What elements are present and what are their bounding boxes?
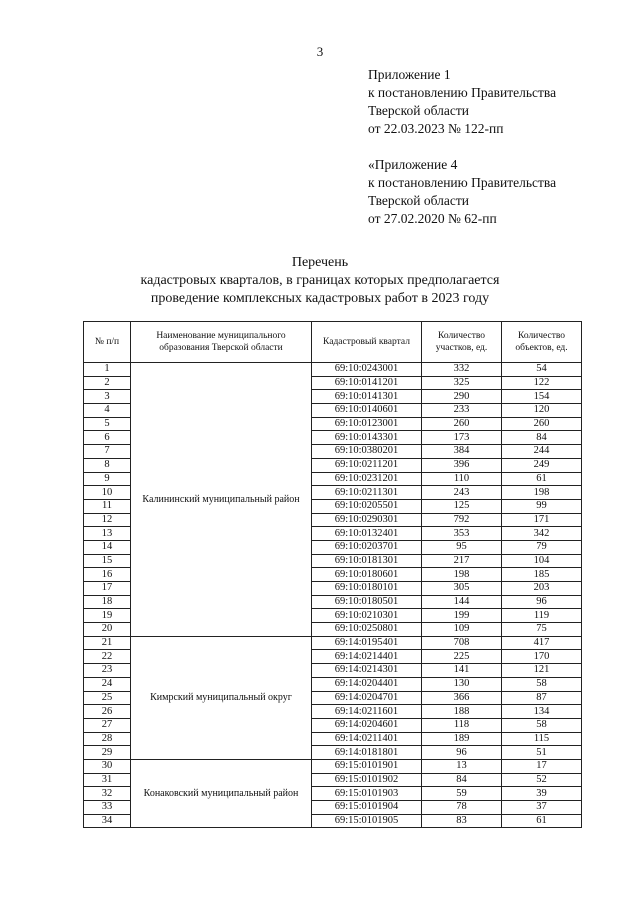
- objects-count: 122: [502, 376, 582, 390]
- plots-count: 173: [422, 431, 502, 445]
- plots-count: 198: [422, 568, 502, 582]
- row-number: 15: [84, 554, 131, 568]
- row-number: 32: [84, 787, 131, 801]
- objects-count: 75: [502, 623, 582, 637]
- plots-count: 233: [422, 404, 502, 418]
- plots-count: 225: [422, 650, 502, 664]
- cadastral-quarter: 69:15:0101901: [312, 759, 422, 773]
- cadastral-quarter: 69:14:0211601: [312, 705, 422, 719]
- row-number: 26: [84, 705, 131, 719]
- row-number: 7: [84, 445, 131, 459]
- appendix-4-line: от 27.02.2020 № 62-пп: [368, 211, 497, 226]
- row-number: 18: [84, 595, 131, 609]
- objects-count: 96: [502, 595, 582, 609]
- plots-count: 396: [422, 458, 502, 472]
- table-row: [84, 759, 582, 773]
- row-number: 8: [84, 458, 131, 472]
- objects-count: 37: [502, 801, 582, 815]
- objects-count: 99: [502, 499, 582, 513]
- document-title: [0, 254, 640, 308]
- appendix-4-line: «Приложение 4: [368, 157, 458, 172]
- cadastral-quarter: 69:10:0143301: [312, 431, 422, 445]
- cadastral-quarter: 69:14:0204701: [312, 691, 422, 705]
- cadastral-quarter: 69:10:0141301: [312, 390, 422, 404]
- plots-count: 118: [422, 718, 502, 732]
- appendix-1-line: от 22.03.2023 № 122-пп: [368, 121, 504, 136]
- objects-count: 121: [502, 664, 582, 678]
- table-row: [84, 636, 582, 650]
- appendix-4-line: Тверской области: [368, 193, 469, 208]
- objects-count: 171: [502, 513, 582, 527]
- cadastral-quarter: 69:10:0210301: [312, 609, 422, 623]
- cadastral-quarter: 69:14:0204401: [312, 677, 422, 691]
- table-row: [84, 363, 582, 377]
- appendix-1-line: Приложение 1: [368, 67, 451, 82]
- cadastral-quarter: 69:14:0214301: [312, 664, 422, 678]
- row-number: 30: [84, 759, 131, 773]
- objects-count: 52: [502, 773, 582, 787]
- cadastral-quarter: 69:14:0211401: [312, 732, 422, 746]
- objects-count: 104: [502, 554, 582, 568]
- appendix-4-header: [368, 156, 556, 228]
- cadastral-quarter: 69:10:0180501: [312, 595, 422, 609]
- title-line: Перечень: [291, 255, 349, 270]
- row-number: 25: [84, 691, 131, 705]
- objects-count: 17: [502, 759, 582, 773]
- objects-count: 87: [502, 691, 582, 705]
- appendix-1-header: [368, 66, 556, 138]
- plots-count: 332: [422, 363, 502, 377]
- row-number: 33: [84, 801, 131, 815]
- cadastral-quarter: 69:10:0231201: [312, 472, 422, 486]
- municipality-name: Конаковский муниципальный район: [131, 759, 312, 827]
- cadastral-quarter: 69:10:0141201: [312, 376, 422, 390]
- objects-count: 39: [502, 787, 582, 801]
- title-line: кадастровых кварталов, в границах которых предполагается: [140, 273, 500, 288]
- plots-count: 792: [422, 513, 502, 527]
- objects-count: 58: [502, 718, 582, 732]
- objects-count: 84: [502, 431, 582, 445]
- row-number: 19: [84, 609, 131, 623]
- header-objects: Количество объектов, ед.: [502, 322, 582, 363]
- cadastral-quarter: 69:14:0214401: [312, 650, 422, 664]
- appendix-1-line: к постановлению Правительства: [368, 85, 557, 100]
- cadastral-quarter: 69:14:0204601: [312, 718, 422, 732]
- header-municipality: Наименование муниципального образования Тверской области: [131, 322, 312, 363]
- cadastral-quarter: 69:14:0181801: [312, 746, 422, 760]
- cadastral-quarter: 69:15:0101902: [312, 773, 422, 787]
- table-header-row: [84, 322, 582, 363]
- cadastral-quarter: 69:10:0290301: [312, 513, 422, 527]
- cadastral-quarter: 69:10:0123001: [312, 417, 422, 431]
- plots-count: 59: [422, 787, 502, 801]
- objects-count: 115: [502, 732, 582, 746]
- plots-count: 199: [422, 609, 502, 623]
- row-number: 21: [84, 636, 131, 650]
- plots-count: 325: [422, 376, 502, 390]
- objects-count: 154: [502, 390, 582, 404]
- cadastral-quarter: 69:14:0195401: [312, 636, 422, 650]
- plots-count: 188: [422, 705, 502, 719]
- objects-count: 58: [502, 677, 582, 691]
- plots-count: 708: [422, 636, 502, 650]
- objects-count: 51: [502, 746, 582, 760]
- row-number: 20: [84, 623, 131, 637]
- objects-count: 244: [502, 445, 582, 459]
- row-number: 34: [84, 814, 131, 828]
- cadastral-quarter: 69:10:0181301: [312, 554, 422, 568]
- row-number: 24: [84, 677, 131, 691]
- row-number: 12: [84, 513, 131, 527]
- plots-count: 260: [422, 417, 502, 431]
- row-number: 5: [84, 417, 131, 431]
- plots-count: 96: [422, 746, 502, 760]
- cadastral-quarter: 69:10:0205501: [312, 499, 422, 513]
- row-number: 11: [84, 499, 131, 513]
- row-number: 29: [84, 746, 131, 760]
- plots-count: 305: [422, 582, 502, 596]
- row-number: 14: [84, 540, 131, 554]
- page-number: 3: [316, 44, 324, 59]
- header-plots: Количество участков, ед.: [422, 322, 502, 363]
- cadastral-quarter: 69:10:0180601: [312, 568, 422, 582]
- row-number: 16: [84, 568, 131, 582]
- row-number: 2: [84, 376, 131, 390]
- plots-count: 217: [422, 554, 502, 568]
- objects-count: 249: [502, 458, 582, 472]
- objects-count: 198: [502, 486, 582, 500]
- objects-count: 170: [502, 650, 582, 664]
- cadastral-quarter: 69:10:0250801: [312, 623, 422, 637]
- cadastral-quarter: 69:10:0140601: [312, 404, 422, 418]
- objects-count: 120: [502, 404, 582, 418]
- plots-count: 109: [422, 623, 502, 637]
- row-number: 9: [84, 472, 131, 486]
- objects-count: 134: [502, 705, 582, 719]
- plots-count: 125: [422, 499, 502, 513]
- plots-count: 243: [422, 486, 502, 500]
- municipality-name: Калининский муниципальный район: [131, 363, 312, 637]
- plots-count: 13: [422, 759, 502, 773]
- plots-count: 110: [422, 472, 502, 486]
- objects-count: 185: [502, 568, 582, 582]
- appendix-1-line: Тверской области: [368, 103, 469, 118]
- row-number: 23: [84, 664, 131, 678]
- objects-count: 260: [502, 417, 582, 431]
- objects-count: 79: [502, 540, 582, 554]
- row-number: 6: [84, 431, 131, 445]
- objects-count: 342: [502, 527, 582, 541]
- row-number: 28: [84, 732, 131, 746]
- cadastral-quarter: 69:15:0101903: [312, 787, 422, 801]
- plots-count: 141: [422, 664, 502, 678]
- plots-count: 189: [422, 732, 502, 746]
- row-number: 22: [84, 650, 131, 664]
- table-body: [84, 363, 582, 828]
- cadastral-quarter: 69:10:0380201: [312, 445, 422, 459]
- plots-count: 366: [422, 691, 502, 705]
- row-number: 17: [84, 582, 131, 596]
- cadastral-quarter: 69:10:0243001: [312, 363, 422, 377]
- cadastral-quarter: 69:10:0132401: [312, 527, 422, 541]
- cadastral-quarter: 69:10:0203701: [312, 540, 422, 554]
- plots-count: 353: [422, 527, 502, 541]
- plots-count: 130: [422, 677, 502, 691]
- objects-count: 203: [502, 582, 582, 596]
- appendix-4-line: к постановлению Правительства: [368, 175, 557, 190]
- row-number: 13: [84, 527, 131, 541]
- cadastral-quarter: 69:10:0180101: [312, 582, 422, 596]
- plots-count: 384: [422, 445, 502, 459]
- plots-count: 83: [422, 814, 502, 828]
- title-line: проведение комплексных кадастровых работ в 2023 году: [150, 291, 490, 306]
- row-number: 1: [84, 363, 131, 377]
- row-number: 27: [84, 718, 131, 732]
- row-number: 3: [84, 390, 131, 404]
- row-number: 31: [84, 773, 131, 787]
- objects-count: 61: [502, 814, 582, 828]
- plots-count: 84: [422, 773, 502, 787]
- plots-count: 95: [422, 540, 502, 554]
- cadastral-quarter: 69:10:0211201: [312, 458, 422, 472]
- objects-count: 417: [502, 636, 582, 650]
- cadastral-quarter: 69:15:0101904: [312, 801, 422, 815]
- cadastral-quarters-table: [83, 321, 582, 828]
- objects-count: 61: [502, 472, 582, 486]
- row-number: 10: [84, 486, 131, 500]
- header-num: № п/п: [84, 322, 131, 363]
- municipality-name: Кимрский муниципальный округ: [131, 636, 312, 759]
- objects-count: 119: [502, 609, 582, 623]
- plots-count: 290: [422, 390, 502, 404]
- plots-count: 78: [422, 801, 502, 815]
- cadastral-quarter: 69:15:0101905: [312, 814, 422, 828]
- plots-count: 144: [422, 595, 502, 609]
- header-quarter: Кадастровый квартал: [312, 322, 422, 363]
- objects-count: 54: [502, 363, 582, 377]
- cadastral-quarter: 69:10:0211301: [312, 486, 422, 500]
- row-number: 4: [84, 404, 131, 418]
